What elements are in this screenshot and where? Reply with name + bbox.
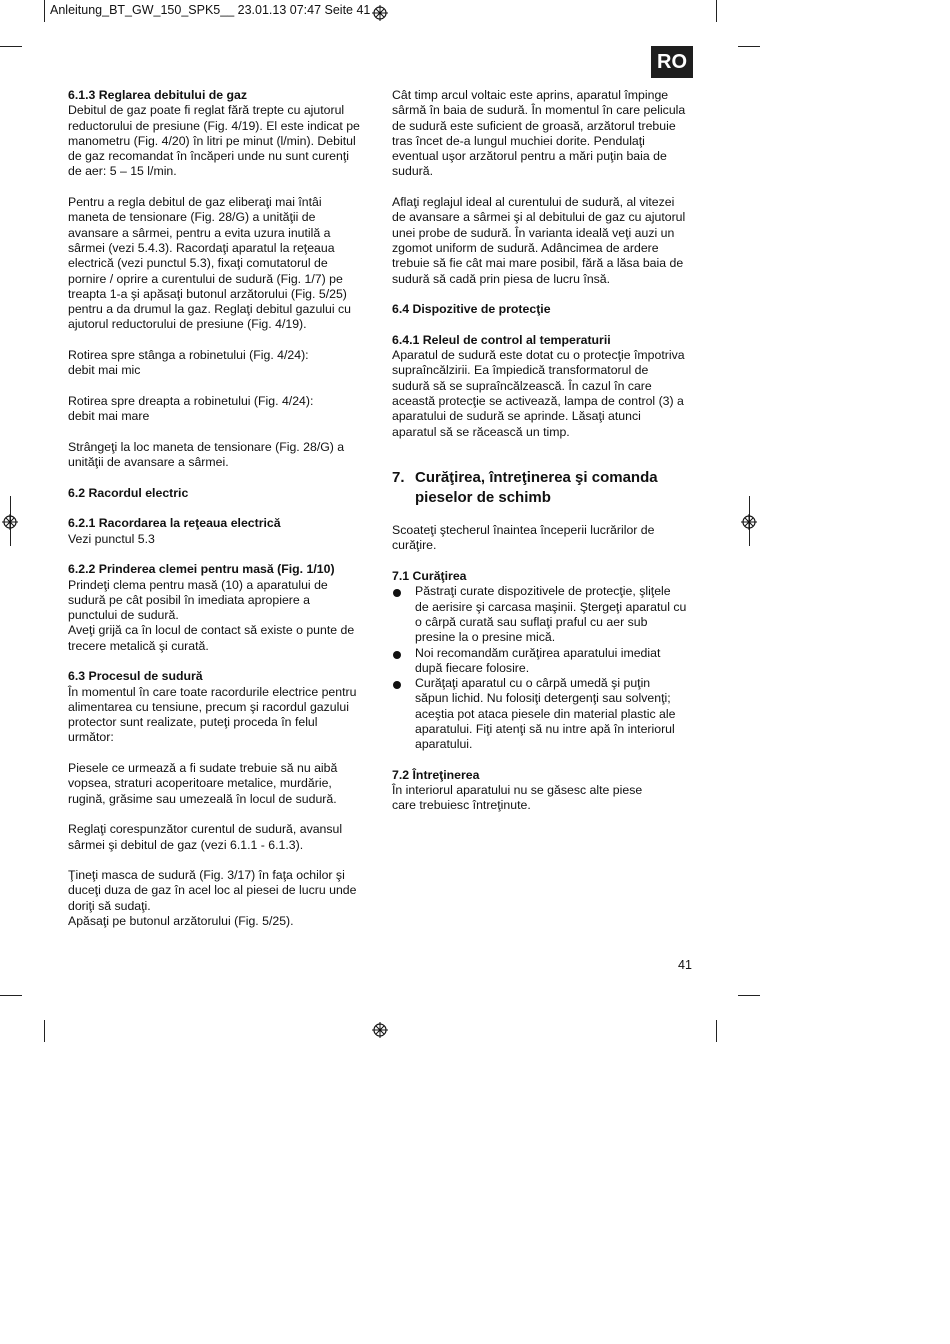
text-line: care trebuiesc întreţinute.	[392, 798, 531, 813]
text-line: aparatului. Fiţi atenţi să nu intre apă în interiorul	[415, 721, 675, 736]
print-header-line: Anleitung_BT_GW_150_SPK5__ 23.01.13 07:47 Seite 41	[50, 3, 371, 17]
text-line: trecere metalică şi curată.	[68, 638, 209, 653]
text-line: de gaz recomandat în încăperi unde nu sunt curenţi	[68, 149, 349, 164]
text-line: Ţineţi masca de sudură (Fig. 3/17) în faţa ochilor şi	[68, 868, 345, 883]
registration-mark-icon	[741, 514, 757, 530]
text-line: sârmă în baia de sudură. În momentul în care pelicula	[392, 103, 686, 118]
text-line: Scoateţi ştecherul înaintea începerii lucrărilor de	[392, 523, 655, 538]
crop-mark	[0, 46, 22, 47]
text-line: aceştia pot ataca piesele din material plastic ale	[415, 706, 676, 721]
text-line: În momentul în care toate racordurile electrice pentru	[68, 684, 357, 699]
text-line: Cât timp arcul voltaic este aprins, aparatul împinge	[392, 88, 669, 102]
text-line: Strângeţi la loc maneta de tensionare (Fig. 28/G) a	[68, 439, 345, 454]
section-heading: 6.2.1 Racordarea la reţeaua electrică	[68, 516, 281, 531]
text-line: treapta 1-a şi apăsaţi butonul arzătorului (Fig. 5/25)	[68, 286, 347, 301]
text-line: de sudură este suficient de groasă, arzătorul trebuie	[392, 118, 676, 133]
registration-mark-icon	[372, 1022, 388, 1038]
text-line: pentru a da drumul la gaz. Reglaţi debitul gazului cu	[68, 302, 352, 317]
crop-mark	[44, 0, 45, 22]
text-line: Reglaţi corespunzător curentul de sudură, avansul	[68, 822, 343, 837]
crop-mark	[738, 46, 760, 47]
text-line: Pentru a regla debitul de gaz eliberaţi mai întâi	[68, 195, 322, 210]
text-line: doriţi să sudaţi.	[68, 898, 151, 913]
text-line: eventual uşor arzătorul pentru a mări puţin baia de	[392, 149, 667, 164]
text-line: reductorului de presiune (Fig. 4/19). El este indicat pe	[68, 118, 360, 133]
text-line: supraîncălzirii. Ea împiedică transformatorul de	[392, 363, 649, 378]
text-line: Rotirea spre dreapta a robinetului (Fig. 4/24):	[68, 393, 314, 408]
text-line: aparatul să se răcească un timp.	[392, 424, 570, 439]
text-line: curăţire.	[392, 538, 437, 553]
text-line: Aveţi grijă ca în locul de contact să existe o punte de	[68, 623, 355, 638]
text-line: această protecţie se activează, lampa de control (3) a	[392, 393, 684, 408]
text-line: sudură.	[392, 164, 434, 179]
section-heading: 6.2 Racordul electric	[68, 485, 189, 500]
text-line: Vezi punctul 5.3	[68, 531, 155, 546]
text-line: de aerisire şi carcasa maşinii. Ştergeţi aparatul cu	[415, 599, 687, 614]
text-line: Rotirea spre stânga a robinetului (Fig. 4/24):	[68, 348, 309, 363]
chapter-title-line: Curăţirea, întreţinerea şi comanda	[415, 468, 658, 486]
text-line: Piesele ce urmează a fi sudate trebuie să nu aibă	[68, 761, 338, 776]
text-line: săpun lichid. Nu folosiţi detergenţi sau solvenţi;	[415, 691, 671, 706]
text-line: Debitul de gaz poate fi reglat fără trepte cu ajutorul	[68, 103, 345, 118]
text-line: alimentarea cu tensiune, precum şi racordul gazului	[68, 699, 349, 714]
text-line: de avansare a sârmei şi al debitului de gaz cu ajutorul	[392, 210, 686, 225]
text-line: pornire / oprire a curentului de sudură (Fig. 1/7) pe	[68, 271, 343, 286]
text-line: aparatului de sudură se aprinde. Lăsaţi atunci	[392, 409, 641, 424]
crop-mark	[44, 1020, 45, 1042]
text-line: Aflaţi reglajul ideal al curentului de sudură, al vitezei	[392, 195, 675, 210]
text-line: protector sunt realizate, puteţi proceda în felul	[68, 715, 318, 730]
text-line: rugină, grăsime sau umezeală în locul de sudură.	[68, 791, 337, 806]
registration-mark-icon	[2, 514, 18, 530]
text-line: după fiecare folosire.	[415, 660, 530, 675]
text-line: unei probe de sudură. În varianta ideală veţi auzi un	[392, 225, 675, 240]
text-line: sârmei şi debitul de gaz (vezi 6.1.1 - 6.1.3).	[68, 837, 304, 852]
chapter-heading	[392, 468, 702, 508]
text-line: zgomot uniform de sudură. Adâncimea de ardere	[392, 240, 659, 255]
list-item	[392, 584, 702, 645]
text-line: maneta de tensionare (Fig. 28/G) a unităţii de	[68, 210, 316, 225]
text-line: următor:	[68, 730, 114, 745]
text-line: Apăsaţi pe butonul arzătorului (Fig. 5/25).	[68, 914, 294, 929]
section-heading: 7.2 Întreţinerea	[392, 767, 480, 782]
text-line: manometru (Fig. 4/20) în litri pe minut (l/min). Debitul	[68, 133, 356, 148]
right-column	[392, 88, 702, 814]
text-line: Noi recomandăm curăţirea aparatului imediat	[415, 645, 661, 660]
registration-mark-icon	[372, 5, 388, 21]
text-line: sudură să se supraîncălzească. În cazul în care	[392, 378, 652, 393]
text-line: Păstraţi curate dispozitivele de protecţie, şliţele	[415, 584, 671, 599]
crop-mark	[716, 1020, 717, 1042]
text-line: duceţi duza de gaz în acel loc al piesei de lucru unde	[68, 883, 357, 898]
list-item	[392, 646, 702, 677]
section-heading: 6.4.1 Releul de control al temperaturii	[392, 332, 611, 347]
text-line: avansare a sârmei, pentru a evita uzura inutilă a	[68, 225, 331, 240]
text-line: Aparatul de sudură este dotat cu o protecţie împotriva	[392, 348, 685, 363]
page-number: 41	[678, 958, 692, 972]
crop-mark	[738, 995, 760, 996]
text-line: aparatului.	[415, 737, 473, 752]
chapter-title-line: pieselor de schimb	[415, 488, 551, 506]
text-line: sudură să cadă prin piesa de lucru însă.	[392, 271, 611, 286]
text-line: tras încet de-a lungul muchiei dorite. Pendulaţi	[392, 133, 645, 148]
text-line: sudură pe cât posibil în imediata apropiere a	[68, 592, 310, 607]
language-badge: RO	[651, 46, 693, 78]
list-item	[392, 676, 702, 752]
left-column	[68, 88, 368, 929]
section-heading: 7.1 Curăţirea	[392, 569, 467, 584]
text-line: sârmei (vezi 5.4.3). Racordaţi aparatul la reţeaua	[68, 240, 335, 255]
text-line: Curăţaţi aparatul cu o cârpă umedă şi puţin	[415, 676, 651, 691]
section-heading: 6.1.3 Reglarea debitului de gaz	[68, 88, 248, 102]
bullet-list	[392, 584, 702, 752]
section-heading: 6.4 Dispozitive de protecţie	[392, 302, 551, 317]
text-line: unităţii de avansare a sârmei.	[68, 455, 229, 470]
text-line: debit mai mic	[68, 363, 141, 378]
section-heading: 6.3 Procesul de sudură	[68, 669, 203, 684]
text-line: electrică (vezi punctul 5.3), fixaţi comutatorul de	[68, 256, 328, 271]
text-line: Prindeţi clema pentru masă (10) a aparatului de	[68, 577, 328, 592]
text-line: În interiorul aparatului nu se găsesc alte piese	[392, 783, 643, 798]
text-line: presine la o presine mică.	[415, 630, 556, 645]
text-line: trebuie să fie cât mai mare posibil, fără a lăsa baia de	[392, 256, 684, 271]
text-line: de aer: 5 – 15 l/min.	[68, 164, 177, 179]
text-line: punctului de sudură.	[68, 608, 179, 623]
chapter-number: 7.	[392, 468, 405, 486]
crop-mark	[0, 995, 22, 996]
crop-mark	[716, 0, 717, 22]
text-line: o cârpă curată sau suflaţi praful cu aer sub	[415, 614, 648, 629]
text-line: debit mai mare	[68, 409, 150, 424]
text-line: vopsea, straturi acoperitoare metalice, murdărie,	[68, 776, 332, 791]
text-line: ajutorul reductorului de presiune (Fig. 4/19).	[68, 317, 307, 332]
section-heading: 6.2.2 Prinderea clemei pentru masă (Fig. 1/10)	[68, 562, 335, 577]
